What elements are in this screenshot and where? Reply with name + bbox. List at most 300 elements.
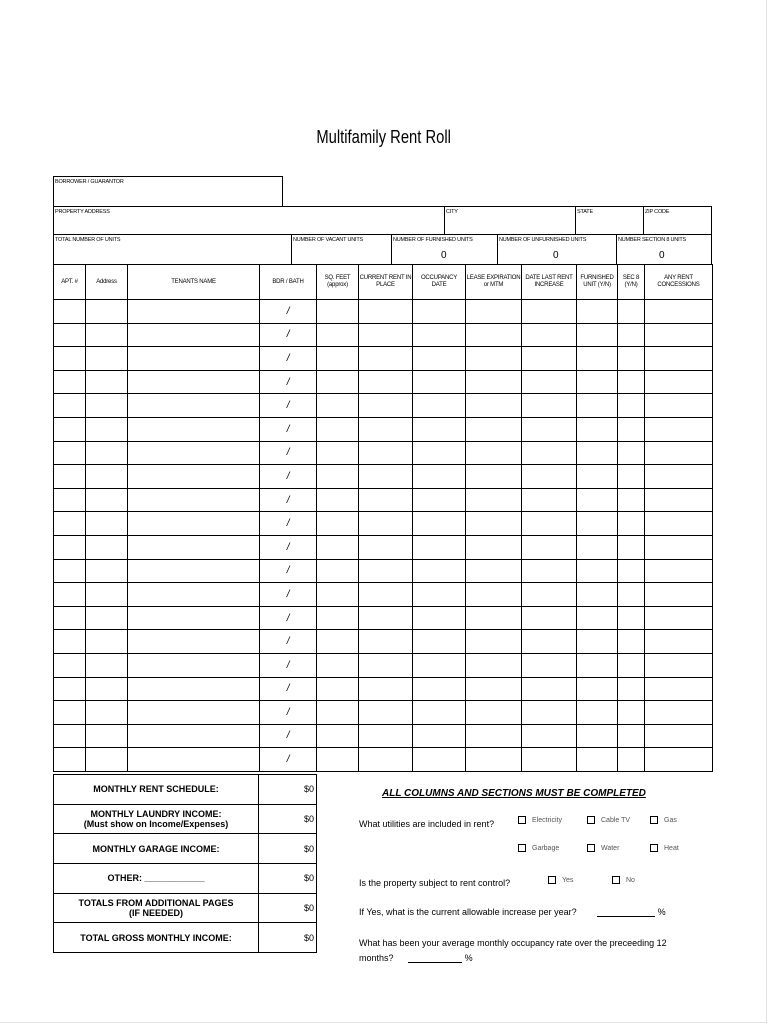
table-cell[interactable] <box>413 394 466 418</box>
table-cell[interactable] <box>466 441 522 465</box>
table-cell[interactable] <box>466 630 522 654</box>
table-cell[interactable]: / <box>260 347 317 371</box>
table-cell[interactable] <box>413 653 466 677</box>
table-cell[interactable] <box>577 653 618 677</box>
table-cell[interactable]: / <box>260 394 317 418</box>
table-cell[interactable] <box>128 465 260 489</box>
unfurnished-units-label: NUMBER OF UNFURNISHED UNITS <box>499 237 587 243</box>
checkbox[interactable] <box>548 876 556 884</box>
borrower-field[interactable] <box>53 176 283 207</box>
table-cell[interactable] <box>86 630 128 654</box>
table-cell[interactable] <box>522 512 577 536</box>
table-cell[interactable]: / <box>260 465 317 489</box>
table-cell[interactable] <box>618 323 645 347</box>
table-cell[interactable] <box>577 488 618 512</box>
table-cell[interactable] <box>359 488 413 512</box>
table-cell[interactable] <box>577 441 618 465</box>
zip-field[interactable] <box>643 206 712 235</box>
table-cell[interactable] <box>128 347 260 371</box>
checkbox[interactable] <box>518 844 526 852</box>
table-cell[interactable] <box>522 559 577 583</box>
table-cell[interactable] <box>128 488 260 512</box>
table-cell[interactable] <box>645 347 713 371</box>
table-cell[interactable] <box>317 630 359 654</box>
rent-control-no[interactable] <box>612 876 635 884</box>
borrower-label: BORROWER / GUARANTOR <box>55 179 124 185</box>
table-cell[interactable] <box>577 583 618 607</box>
table-cell[interactable] <box>317 724 359 748</box>
table-cell[interactable] <box>128 583 260 607</box>
table-cell[interactable] <box>466 488 522 512</box>
schedule-label-text: OTHER: ____________ <box>107 873 205 884</box>
table-cell[interactable] <box>413 370 466 394</box>
unfurnished-units-field[interactable] <box>497 234 617 265</box>
table-cell[interactable] <box>577 512 618 536</box>
table-cell[interactable] <box>466 701 522 725</box>
table-cell[interactable]: / <box>260 512 317 536</box>
table-cell[interactable] <box>317 559 359 583</box>
table-cell[interactable] <box>577 606 618 630</box>
table-cell[interactable] <box>54 535 86 559</box>
table-cell[interactable] <box>317 701 359 725</box>
allowable-increase-blank[interactable] <box>597 907 655 917</box>
table-cell[interactable] <box>86 701 128 725</box>
table-cell[interactable] <box>645 488 713 512</box>
table-cell[interactable] <box>577 417 618 441</box>
table-cell[interactable] <box>86 748 128 772</box>
table-cell[interactable] <box>128 441 260 465</box>
table-cell[interactable] <box>645 417 713 441</box>
table-cell[interactable] <box>466 583 522 607</box>
table-cell[interactable]: / <box>260 535 317 559</box>
utility-option-garbage[interactable] <box>518 844 559 852</box>
column-header: TENANTS NAME <box>128 265 260 300</box>
table-cell[interactable] <box>359 347 413 371</box>
table-cell[interactable]: / <box>260 724 317 748</box>
table-cell[interactable] <box>54 370 86 394</box>
table-cell[interactable] <box>577 748 618 772</box>
table-cell[interactable] <box>54 748 86 772</box>
table-cell[interactable] <box>359 606 413 630</box>
furnished-units-field[interactable] <box>391 234 498 265</box>
table-cell[interactable] <box>359 748 413 772</box>
table-cell[interactable] <box>54 559 86 583</box>
schedule-label-text: TOTALS FROM ADDITIONAL PAGES <box>78 898 234 909</box>
table-cell[interactable]: / <box>260 677 317 701</box>
table-cell[interactable] <box>128 300 260 324</box>
table-cell[interactable] <box>359 300 413 324</box>
table-cell[interactable] <box>86 370 128 394</box>
table-cell[interactable] <box>54 630 86 654</box>
table-cell[interactable] <box>618 347 645 371</box>
table-cell[interactable] <box>577 300 618 324</box>
schedule-label <box>54 834 259 864</box>
table-cell[interactable] <box>466 724 522 748</box>
table-cell[interactable] <box>128 394 260 418</box>
table-cell[interactable]: / <box>260 701 317 725</box>
table-cell[interactable] <box>54 347 86 371</box>
table-cell[interactable] <box>317 677 359 701</box>
furnished-units-label: NUMBER OF FURNISHED UNITS <box>393 237 473 243</box>
table-cell[interactable] <box>128 535 260 559</box>
property-address-field[interactable] <box>53 206 445 235</box>
table-cell[interactable] <box>413 417 466 441</box>
table-cell[interactable] <box>317 606 359 630</box>
table-cell[interactable] <box>359 701 413 725</box>
table-cell[interactable] <box>86 417 128 441</box>
table-cell[interactable] <box>54 488 86 512</box>
option-label: Gas <box>664 816 677 824</box>
table-cell[interactable] <box>618 512 645 536</box>
table-cell[interactable] <box>128 724 260 748</box>
schedule-label-text: TOTAL GROSS MONTHLY INCOME: <box>80 932 232 943</box>
table-cell[interactable] <box>54 653 86 677</box>
table-cell[interactable] <box>577 465 618 489</box>
table-cell[interactable] <box>413 300 466 324</box>
table-cell[interactable] <box>522 653 577 677</box>
table-cell[interactable] <box>645 724 713 748</box>
table-cell[interactable] <box>618 417 645 441</box>
table-cell[interactable]: / <box>260 417 317 441</box>
occupancy-blank[interactable] <box>408 953 462 963</box>
table-cell[interactable] <box>359 370 413 394</box>
table-cell[interactable]: / <box>260 653 317 677</box>
table-cell[interactable] <box>86 677 128 701</box>
table-cell[interactable] <box>359 653 413 677</box>
table-cell[interactable] <box>54 323 86 347</box>
table-cell[interactable] <box>86 559 128 583</box>
table-cell[interactable] <box>54 394 86 418</box>
table-cell[interactable] <box>618 559 645 583</box>
table-row <box>54 394 713 418</box>
total-units-field[interactable] <box>53 234 292 265</box>
rent-roll-table <box>53 264 713 772</box>
table-cell[interactable]: / <box>260 488 317 512</box>
vacant-units-field[interactable] <box>291 234 392 265</box>
table-cell[interactable] <box>86 323 128 347</box>
utility-option-gas[interactable] <box>650 816 677 824</box>
checkbox[interactable] <box>587 844 595 852</box>
table-cell[interactable] <box>413 465 466 489</box>
utility-option-heat[interactable] <box>650 844 679 852</box>
table-cell[interactable] <box>86 724 128 748</box>
table-cell[interactable] <box>86 512 128 536</box>
table-cell[interactable] <box>577 701 618 725</box>
table-cell[interactable] <box>522 701 577 725</box>
total-units-label: TOTAL NUMBER OF UNITS <box>55 237 121 243</box>
table-cell[interactable] <box>359 512 413 536</box>
table-cell[interactable] <box>54 417 86 441</box>
table-row <box>54 724 713 748</box>
table-cell[interactable] <box>522 535 577 559</box>
table-cell[interactable] <box>128 323 260 347</box>
table-cell[interactable] <box>522 465 577 489</box>
table-cell[interactable] <box>618 370 645 394</box>
section8-units-field[interactable] <box>616 234 712 265</box>
table-cell[interactable] <box>522 417 577 441</box>
table-cell[interactable] <box>466 653 522 677</box>
table-cell[interactable] <box>645 441 713 465</box>
table-cell[interactable] <box>86 583 128 607</box>
table-cell[interactable] <box>645 323 713 347</box>
table-row <box>54 630 713 654</box>
table-cell[interactable]: / <box>260 300 317 324</box>
schedule-amount[interactable]: $0 <box>259 834 317 864</box>
table-cell[interactable] <box>522 583 577 607</box>
table-cell[interactable] <box>522 370 577 394</box>
table-cell[interactable] <box>618 724 645 748</box>
table-cell[interactable]: / <box>260 583 317 607</box>
table-cell[interactable] <box>522 748 577 772</box>
table-cell[interactable] <box>317 300 359 324</box>
table-cell[interactable] <box>577 559 618 583</box>
table-cell[interactable]: / <box>260 606 317 630</box>
table-cell[interactable] <box>317 535 359 559</box>
table-cell[interactable] <box>359 535 413 559</box>
table-cell[interactable] <box>618 606 645 630</box>
table-cell[interactable] <box>466 465 522 489</box>
table-cell[interactable] <box>86 653 128 677</box>
checkbox[interactable] <box>650 844 658 852</box>
table-cell[interactable] <box>128 512 260 536</box>
table-cell[interactable] <box>645 653 713 677</box>
table-cell[interactable] <box>359 724 413 748</box>
schedule-amount[interactable]: $0 <box>259 864 317 894</box>
table-cell[interactable] <box>359 677 413 701</box>
table-cell[interactable] <box>577 370 618 394</box>
table-cell[interactable] <box>128 559 260 583</box>
table-cell[interactable] <box>359 465 413 489</box>
table-cell[interactable] <box>317 748 359 772</box>
table-cell[interactable] <box>522 606 577 630</box>
table-cell[interactable] <box>618 394 645 418</box>
table-cell[interactable] <box>413 512 466 536</box>
table-cell[interactable]: / <box>260 370 317 394</box>
table-row <box>54 441 713 465</box>
table-cell[interactable] <box>645 300 713 324</box>
table-cell[interactable] <box>413 488 466 512</box>
table-cell[interactable] <box>54 606 86 630</box>
table-cell[interactable] <box>54 512 86 536</box>
rent-control-yes[interactable] <box>548 876 573 884</box>
table-cell[interactable] <box>359 630 413 654</box>
table-cell[interactable] <box>54 465 86 489</box>
zip-label: ZIP CODE <box>645 209 670 215</box>
table-cell[interactable]: / <box>260 323 317 347</box>
table-cell[interactable] <box>86 300 128 324</box>
checkbox[interactable] <box>612 876 620 884</box>
table-cell[interactable] <box>645 370 713 394</box>
table-cell[interactable] <box>54 724 86 748</box>
table-cell[interactable] <box>413 535 466 559</box>
table-cell[interactable] <box>128 417 260 441</box>
table-cell[interactable] <box>466 677 522 701</box>
schedule-amount[interactable]: $0 <box>259 775 317 805</box>
table-cell[interactable] <box>645 630 713 654</box>
table-cell[interactable] <box>645 701 713 725</box>
table-cell[interactable] <box>128 653 260 677</box>
table-cell[interactable] <box>54 701 86 725</box>
option-label: Garbage <box>532 844 560 852</box>
table-cell[interactable] <box>317 441 359 465</box>
table-cell[interactable] <box>86 394 128 418</box>
table-cell[interactable] <box>86 347 128 371</box>
table-cell[interactable] <box>577 724 618 748</box>
table-cell[interactable] <box>128 701 260 725</box>
table-cell[interactable] <box>522 323 577 347</box>
table-cell[interactable] <box>413 748 466 772</box>
table-cell[interactable] <box>466 394 522 418</box>
table-cell[interactable] <box>618 488 645 512</box>
table-cell[interactable] <box>645 606 713 630</box>
column-header: SEC 8 (Y/N) <box>618 265 645 300</box>
table-cell[interactable] <box>466 559 522 583</box>
table-cell[interactable] <box>128 630 260 654</box>
table-cell[interactable] <box>317 370 359 394</box>
table-cell[interactable] <box>54 677 86 701</box>
table-row <box>54 323 713 347</box>
table-cell[interactable] <box>522 300 577 324</box>
table-cell[interactable] <box>413 701 466 725</box>
table-cell[interactable] <box>522 724 577 748</box>
table-cell[interactable] <box>86 465 128 489</box>
table-cell[interactable] <box>645 677 713 701</box>
table-cell[interactable] <box>54 441 86 465</box>
table-cell[interactable] <box>54 300 86 324</box>
table-cell[interactable] <box>413 347 466 371</box>
table-cell[interactable] <box>413 559 466 583</box>
table-cell[interactable] <box>645 535 713 559</box>
table-cell[interactable] <box>317 653 359 677</box>
table-cell[interactable] <box>359 559 413 583</box>
table-cell[interactable] <box>645 748 713 772</box>
schedule-label-text: MONTHLY GARAGE INCOME: <box>92 843 220 854</box>
table-cell[interactable] <box>317 394 359 418</box>
table-cell[interactable]: / <box>260 441 317 465</box>
table-cell[interactable] <box>618 300 645 324</box>
table-cell[interactable] <box>522 677 577 701</box>
table-cell[interactable] <box>618 748 645 772</box>
table-cell[interactable] <box>618 630 645 654</box>
table-cell[interactable] <box>359 441 413 465</box>
table-cell[interactable] <box>466 300 522 324</box>
table-cell[interactable] <box>618 441 645 465</box>
checkbox[interactable] <box>518 816 526 824</box>
table-cell[interactable] <box>577 394 618 418</box>
table-row <box>54 653 713 677</box>
table-cell[interactable] <box>413 630 466 654</box>
table-cell[interactable] <box>522 394 577 418</box>
table-cell[interactable] <box>522 488 577 512</box>
schedule-amount[interactable]: $0 <box>259 893 317 923</box>
table-cell[interactable] <box>645 512 713 536</box>
table-cell[interactable] <box>128 606 260 630</box>
table-cell[interactable] <box>577 677 618 701</box>
table-cell[interactable] <box>577 535 618 559</box>
page-title: Multifamily Rent Roll <box>316 127 451 147</box>
table-cell[interactable] <box>522 441 577 465</box>
table-cell[interactable] <box>577 630 618 654</box>
table-cell[interactable] <box>359 323 413 347</box>
table-cell[interactable] <box>466 512 522 536</box>
checkbox[interactable] <box>650 816 658 824</box>
table-cell[interactable] <box>522 347 577 371</box>
table-cell[interactable] <box>413 677 466 701</box>
table-cell[interactable] <box>128 370 260 394</box>
table-cell[interactable] <box>618 701 645 725</box>
table-cell[interactable] <box>86 535 128 559</box>
table-cell[interactable] <box>466 370 522 394</box>
table-cell[interactable] <box>413 441 466 465</box>
utility-option-electricity[interactable] <box>518 816 562 824</box>
table-cell[interactable] <box>645 583 713 607</box>
city-field[interactable] <box>444 206 576 235</box>
table-cell[interactable] <box>128 748 260 772</box>
table-cell[interactable] <box>618 653 645 677</box>
table-cell[interactable]: / <box>260 630 317 654</box>
utility-option-cable-tv[interactable] <box>587 816 630 824</box>
table-cell[interactable] <box>645 394 713 418</box>
table-cell[interactable] <box>618 535 645 559</box>
table-cell[interactable] <box>413 583 466 607</box>
schedule-amount[interactable]: $0 <box>259 923 317 953</box>
table-cell[interactable] <box>359 394 413 418</box>
table-cell[interactable] <box>317 583 359 607</box>
state-field[interactable] <box>575 206 644 235</box>
table-cell[interactable] <box>577 347 618 371</box>
table-cell[interactable] <box>618 465 645 489</box>
table-cell[interactable] <box>359 583 413 607</box>
table-cell[interactable] <box>466 535 522 559</box>
table-cell[interactable] <box>466 606 522 630</box>
table-cell[interactable] <box>466 323 522 347</box>
table-row <box>54 512 713 536</box>
table-cell[interactable] <box>317 512 359 536</box>
table-cell[interactable] <box>317 465 359 489</box>
table-cell[interactable] <box>413 724 466 748</box>
table-cell[interactable] <box>128 677 260 701</box>
table-cell[interactable] <box>645 465 713 489</box>
schedule-row <box>54 893 317 923</box>
table-cell[interactable] <box>413 606 466 630</box>
checkbox[interactable] <box>587 816 595 824</box>
schedule-amount[interactable]: $0 <box>259 804 317 834</box>
table-cell[interactable] <box>359 417 413 441</box>
table-cell[interactable] <box>317 488 359 512</box>
table-cell[interactable] <box>618 677 645 701</box>
occupancy-question-line1: What has been your average monthly occupancy rate over the preceeding 12 <box>359 938 667 948</box>
table-cell[interactable] <box>317 323 359 347</box>
schedule-row <box>54 804 317 834</box>
table-cell[interactable] <box>86 488 128 512</box>
table-cell[interactable] <box>317 417 359 441</box>
table-cell[interactable]: / <box>260 559 317 583</box>
table-cell[interactable] <box>317 347 359 371</box>
table-cell[interactable] <box>466 347 522 371</box>
table-cell[interactable] <box>54 583 86 607</box>
table-cell[interactable] <box>522 630 577 654</box>
table-cell[interactable] <box>466 748 522 772</box>
table-cell[interactable]: / <box>260 748 317 772</box>
table-cell[interactable] <box>413 323 466 347</box>
table-cell[interactable] <box>86 606 128 630</box>
table-cell[interactable] <box>466 417 522 441</box>
table-cell[interactable] <box>577 323 618 347</box>
table-cell[interactable] <box>86 441 128 465</box>
table-cell[interactable] <box>645 559 713 583</box>
utility-option-water[interactable] <box>587 844 619 852</box>
table-cell[interactable] <box>618 583 645 607</box>
